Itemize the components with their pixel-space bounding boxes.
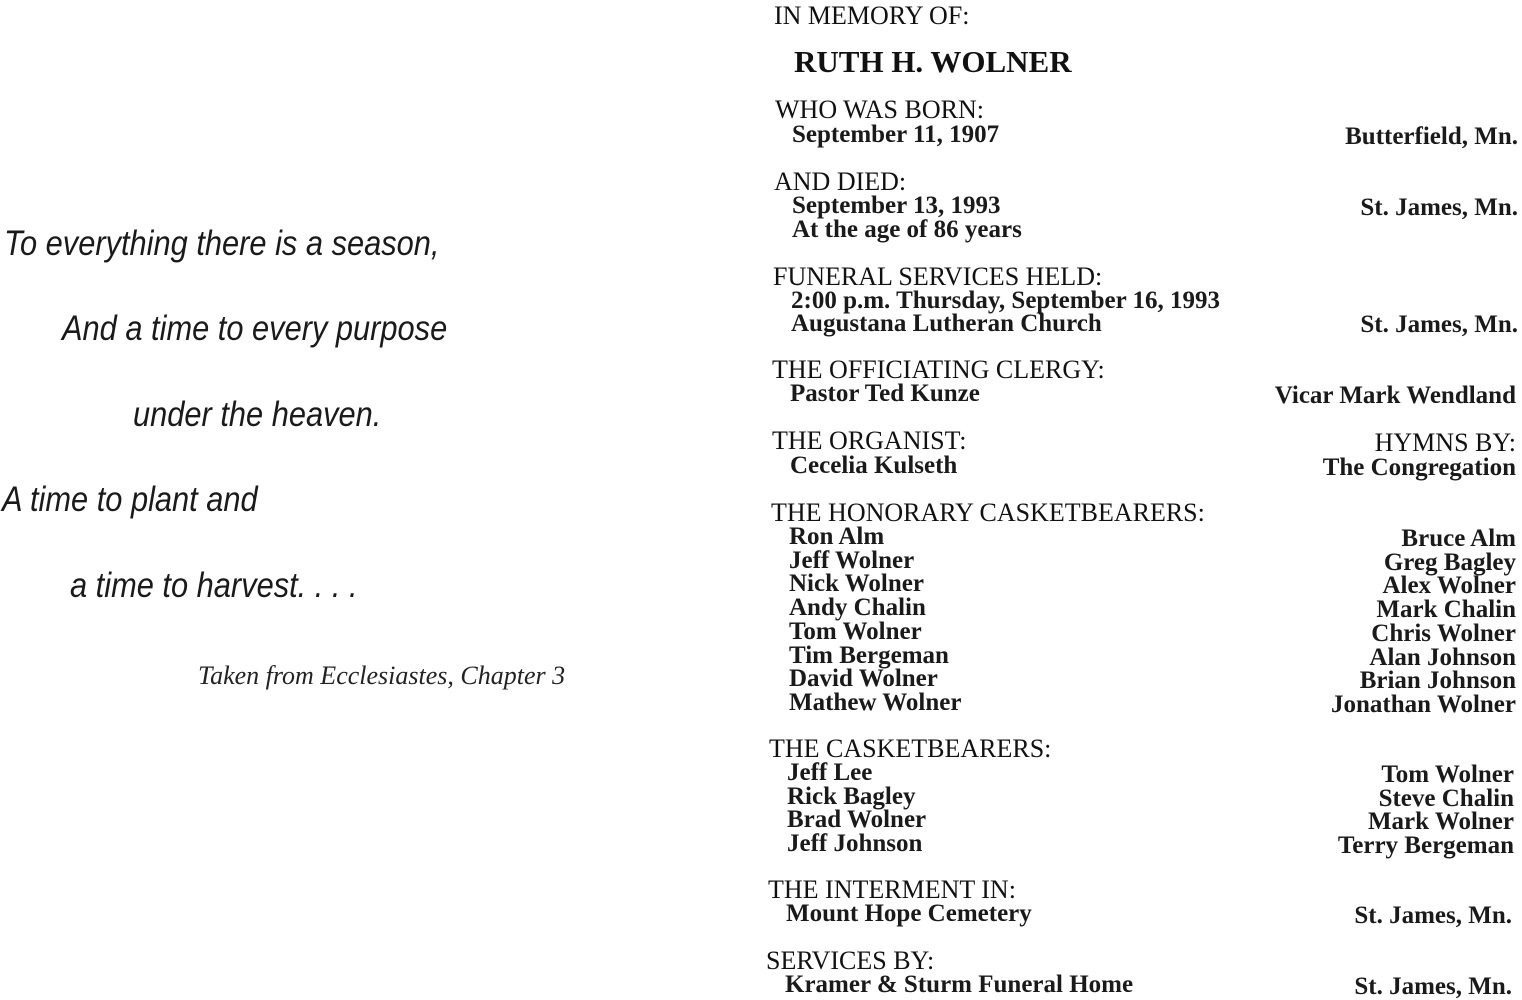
honorary-bearer: Nick Wolner xyxy=(789,570,924,597)
services-label: SERVICES BY: xyxy=(766,946,935,975)
honorary-bearer: Mathew Wolner xyxy=(789,689,962,716)
birth-place: Butterfield, Mn. xyxy=(1345,123,1518,150)
died-label: AND DIED: xyxy=(774,167,907,196)
casketbearer: Rick Bagley xyxy=(787,783,916,810)
age-at-death: At the age of 86 years xyxy=(792,216,1022,243)
funeral-church: Augustana Lutheran Church xyxy=(791,310,1102,337)
birth-date: September 11, 1907 xyxy=(792,121,1000,148)
organist-name: Cecelia Kulseth xyxy=(790,452,958,479)
honorary-bearer: Mark Chalin xyxy=(1376,596,1516,623)
honorary-bearer: Tim Bergeman xyxy=(789,642,949,669)
death-place: St. James, Mn. xyxy=(1360,194,1518,221)
clergy-label: THE OFFICIATING CLERGY: xyxy=(772,355,1105,384)
casketbearer: Brad Wolner xyxy=(787,806,927,833)
honorary-bearer: Jonathan Wolner xyxy=(1331,691,1516,718)
casketbearers-label: THE CASKETBEARERS: xyxy=(769,734,1052,763)
clergy-vicar: Vicar Mark Wendland xyxy=(1274,382,1516,409)
funeral-home-place: St. James, Mn. xyxy=(1354,973,1512,1000)
honorary-bearer: Tom Wolner xyxy=(789,618,922,645)
verse-line: To everything there is a season, xyxy=(4,224,440,263)
hymns-by: The Congregation xyxy=(1322,454,1516,481)
funeral-home: Kramer & Sturm Funeral Home xyxy=(785,971,1134,998)
interment-label: THE INTERMENT IN: xyxy=(768,875,1016,904)
verse-line: And a time to every purpose xyxy=(62,309,448,348)
funeral-time: 2:00 p.m. Thursday, September 16, 1993 xyxy=(791,287,1220,314)
casketbearer: Mark Wolner xyxy=(1367,808,1514,835)
honorary-bearer: Greg Bagley xyxy=(1383,549,1516,576)
honorary-label: THE HONORARY CASKETBEARERS: xyxy=(771,498,1205,527)
born-label: WHO WAS BORN: xyxy=(775,95,984,124)
honorary-bearer: Alex Wolner xyxy=(1382,572,1516,599)
memorial-heading: IN MEMORY OF: xyxy=(774,1,970,30)
casketbearer: Steve Chalin xyxy=(1378,785,1514,812)
interment-place: St. James, Mn. xyxy=(1354,902,1512,929)
funeral-label: FUNERAL SERVICES HELD: xyxy=(773,262,1103,291)
honorary-bearer: Jeff Wolner xyxy=(789,547,915,574)
verse-line: a time to harvest. . . . xyxy=(70,566,358,605)
deceased-name: RUTH H. WOLNER xyxy=(794,44,1072,79)
honorary-bearer: Bruce Alm xyxy=(1401,525,1516,552)
honorary-bearer: Ron Alm xyxy=(789,523,885,550)
honorary-bearer: David Wolner xyxy=(789,665,938,692)
interment-cemetery: Mount Hope Cemetery xyxy=(786,900,1032,927)
verse-line: under the heaven. xyxy=(133,395,382,434)
verse-line: A time to plant and xyxy=(2,480,258,519)
casketbearer: Tom Wolner xyxy=(1381,761,1514,788)
honorary-bearer: Chris Wolner xyxy=(1371,620,1516,647)
clergy-pastor: Pastor Ted Kunze xyxy=(790,380,980,407)
death-date: September 13, 1993 xyxy=(792,192,1001,219)
casketbearer: Terry Bergeman xyxy=(1337,832,1514,859)
honorary-bearer: Alan Johnson xyxy=(1369,644,1516,671)
casketbearer: Jeff Johnson xyxy=(787,830,923,857)
verse-citation: Taken from Ecclesiastes, Chapter 3 xyxy=(198,661,566,690)
honorary-bearer: Andy Chalin xyxy=(789,594,926,621)
funeral-place: St. James, Mn. xyxy=(1360,311,1518,338)
honorary-bearer: Brian Johnson xyxy=(1359,667,1516,694)
organist-label: THE ORGANIST: xyxy=(772,426,967,455)
casketbearer: Jeff Lee xyxy=(787,759,873,786)
hymns-label: HYMNS BY: xyxy=(1374,428,1516,457)
